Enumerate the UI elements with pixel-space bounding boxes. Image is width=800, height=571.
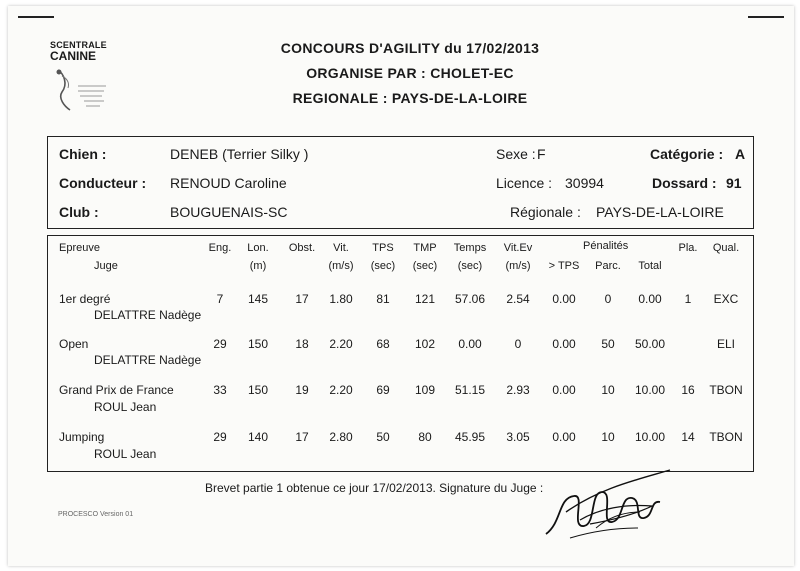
- th-pen-parc: Parc.: [595, 260, 621, 272]
- categorie-label: Catégorie :: [650, 146, 724, 162]
- row-lon: 150: [247, 383, 269, 397]
- th-vitev: Vit.Ev: [503, 242, 533, 254]
- th-epreuve: Epreuve: [59, 242, 100, 254]
- row-obst: 17: [295, 292, 309, 306]
- row-pen-tps: 0.00: [552, 337, 576, 351]
- row-tmp: 109: [414, 383, 436, 397]
- th-penalites: Pénalités: [583, 240, 629, 252]
- row-tps: 81: [376, 292, 390, 306]
- sexe-label: Sexe :: [496, 146, 536, 162]
- row-tmp: 80: [418, 430, 432, 444]
- row-obst: 19: [295, 383, 309, 397]
- row-pen-parc: 10: [601, 383, 615, 397]
- row-pla: 14: [681, 430, 695, 444]
- organizer: ORGANISE PAR : CHOLET-EC: [306, 65, 514, 81]
- row-juge: ROUL Jean: [94, 400, 157, 414]
- th-eng: Eng.: [208, 242, 232, 254]
- th-tps: TPS: [372, 242, 394, 254]
- row-obst: 18: [295, 337, 309, 351]
- row-pen-tps: 0.00: [552, 292, 576, 306]
- licence-value: 30994: [565, 175, 604, 191]
- logo-text-top: SCENTRALE: [50, 40, 107, 50]
- sexe-value: F: [537, 146, 546, 162]
- judge-signature-icon: [540, 462, 690, 547]
- row-tps: 50: [376, 430, 390, 444]
- row-temps: 51.15: [454, 383, 486, 397]
- row-epreuve: Open: [59, 337, 89, 351]
- row-tmp: 102: [414, 337, 436, 351]
- conducteur-value: RENOUD Caroline: [170, 175, 287, 191]
- row-pen-parc: 50: [601, 337, 615, 351]
- row-juge: ROUL Jean: [94, 447, 157, 461]
- row-vitev: 3.05: [506, 430, 530, 444]
- th-qual: Qual.: [712, 242, 740, 254]
- th-juge: Juge: [94, 260, 118, 272]
- th-temps-unit: (sec): [457, 260, 483, 272]
- brevet-statement: Brevet partie 1 obtenue ce jour 17/02/2013. Signature du Juge :: [205, 481, 544, 495]
- row-tps: 68: [376, 337, 390, 351]
- row-pen-total: 10.00: [634, 383, 666, 397]
- licence-label: Licence :: [496, 175, 553, 191]
- row-qual: TBON: [709, 383, 743, 397]
- th-pla: Pla.: [678, 242, 698, 254]
- row-vitev: 2.54: [506, 292, 530, 306]
- row-temps: 0.00: [458, 337, 482, 351]
- th-pen-tps: > TPS: [548, 260, 580, 272]
- regionale-label: Régionale :: [510, 204, 581, 220]
- dog-emblem-icon: [50, 66, 112, 122]
- club-value: BOUGUENAIS-SC: [170, 204, 288, 220]
- dossard-value: 91: [726, 175, 742, 191]
- dog-info-box: [47, 136, 754, 229]
- row-eng: 7: [216, 292, 224, 306]
- th-vitev-unit: (m/s): [505, 260, 531, 272]
- row-eng: 29: [213, 430, 227, 444]
- th-vit-unit: (m/s): [328, 260, 354, 272]
- software-version: PROCESCO Version 01: [58, 511, 134, 518]
- th-pen-total: Total: [638, 260, 662, 272]
- row-pla: 1: [684, 292, 692, 306]
- results-table: [47, 235, 754, 472]
- row-pen-tps: 0.00: [552, 430, 576, 444]
- row-lon: 150: [247, 337, 269, 351]
- regionale-value: PAYS-DE-LA-LOIRE: [596, 204, 724, 220]
- regional: REGIONALE : PAYS-DE-LA-LOIRE: [292, 90, 528, 106]
- row-pen-parc: 0: [604, 292, 612, 306]
- row-obst: 17: [295, 430, 309, 444]
- row-lon: 145: [247, 292, 269, 306]
- row-temps: 45.95: [454, 430, 486, 444]
- th-vit: Vit.: [333, 242, 349, 254]
- row-pla: 16: [681, 383, 695, 397]
- row-temps: 57.06: [454, 292, 486, 306]
- row-vit: 1.80: [329, 292, 353, 306]
- corner-mark: [748, 16, 784, 18]
- th-tmp-unit: (sec): [412, 260, 438, 272]
- row-vit: 2.20: [329, 383, 353, 397]
- row-vitev: 0: [514, 337, 522, 351]
- row-pen-tps: 0.00: [552, 383, 576, 397]
- row-qual: TBON: [709, 430, 743, 444]
- row-epreuve: 1er degré: [59, 292, 111, 306]
- th-obst: Obst.: [288, 242, 316, 254]
- row-pen-total: 10.00: [634, 430, 666, 444]
- row-eng: 33: [213, 383, 227, 397]
- row-epreuve: Jumping: [59, 430, 105, 444]
- row-tmp: 121: [414, 292, 436, 306]
- row-qual: EXC: [713, 292, 739, 306]
- row-pen-total: 0.00: [638, 292, 662, 306]
- document-header: [230, 36, 590, 111]
- th-temps: Temps: [453, 242, 487, 254]
- categorie-value: A: [735, 146, 746, 162]
- row-pen-parc: 10: [601, 430, 615, 444]
- dossard-label: Dossard :: [652, 175, 717, 191]
- row-lon: 140: [247, 430, 269, 444]
- contest-title: CONCOURS D'AGILITY du 17/02/2013: [280, 40, 540, 56]
- row-pen-total: 50.00: [634, 337, 666, 351]
- corner-mark: [18, 16, 54, 18]
- row-eng: 29: [213, 337, 227, 351]
- conducteur-label: Conducteur :: [59, 175, 147, 191]
- chien-label: Chien :: [59, 146, 107, 162]
- row-vit: 2.80: [329, 430, 353, 444]
- row-epreuve: Grand Prix de France: [59, 383, 174, 397]
- th-lon-unit: (m): [249, 260, 267, 272]
- th-tps-unit: (sec): [370, 260, 396, 272]
- row-juge: DELATTRE Nadège: [94, 308, 202, 322]
- logo-text-bottom: CANINE: [50, 49, 97, 63]
- th-tmp: TMP: [413, 242, 437, 254]
- row-tps: 69: [376, 383, 390, 397]
- chien-value: DENEB (Terrier Silky ): [170, 146, 309, 162]
- row-vit: 2.20: [329, 337, 353, 351]
- row-qual: ELI: [716, 337, 735, 351]
- centrale-canine-logo: [50, 40, 120, 122]
- club-label: Club :: [59, 204, 99, 220]
- th-lon: Lon.: [247, 242, 269, 254]
- row-juge: DELATTRE Nadège: [94, 353, 202, 367]
- row-vitev: 2.93: [506, 383, 530, 397]
